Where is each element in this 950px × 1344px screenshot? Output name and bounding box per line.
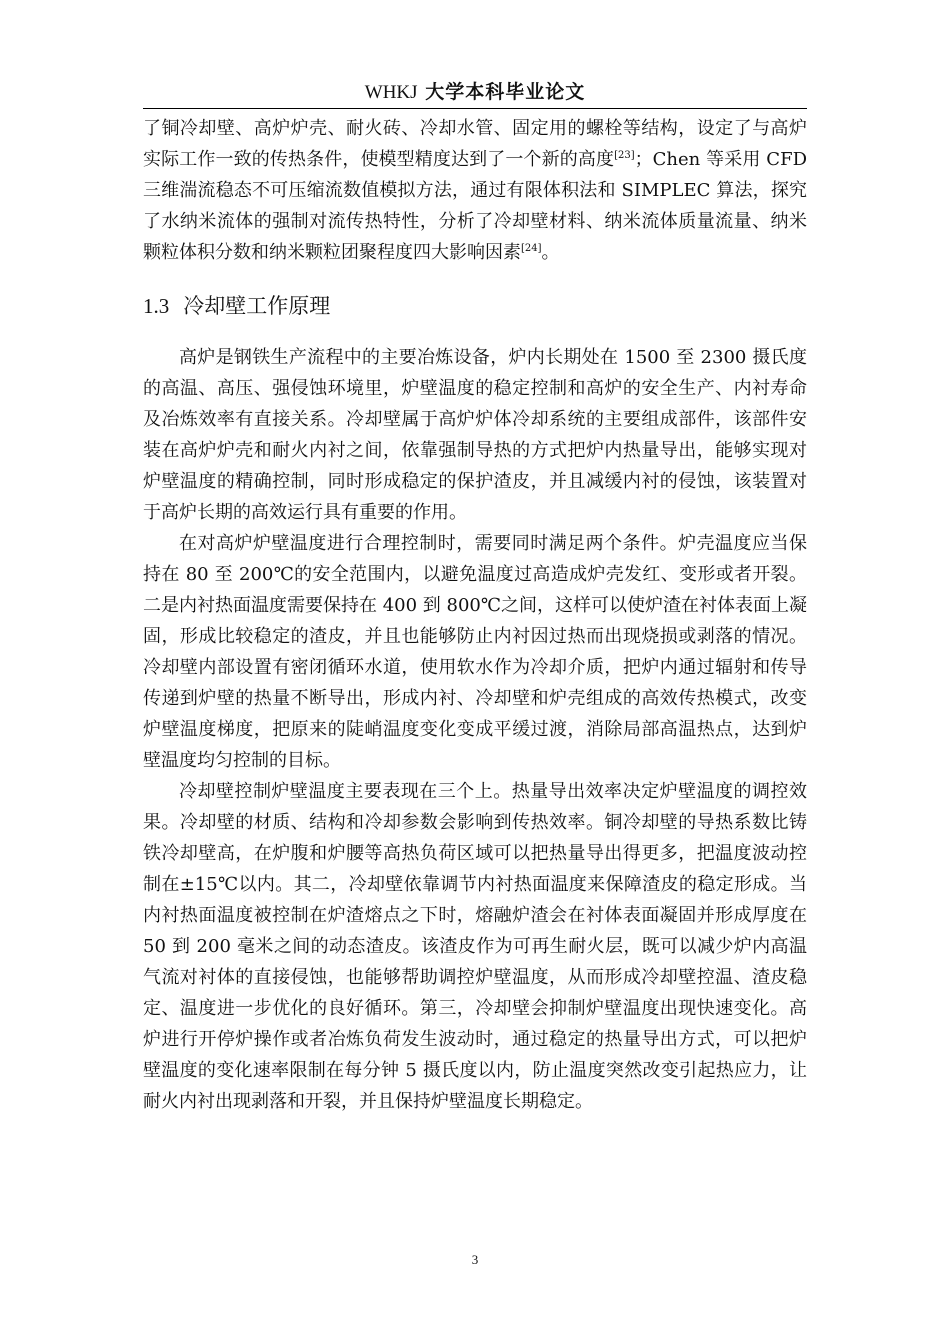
intro-text-a: 了铜冷却壁、高炉炉壳、耐火砖、冷却水管、固定用的螺栓等结构，设定了与高炉实际工作一致的传热条件，使模型精度达到了一个新的高度 bbox=[143, 118, 807, 170]
section-heading bbox=[143, 292, 807, 320]
intro-text-c: 。 bbox=[541, 242, 560, 263]
intro-paragraph bbox=[143, 113, 807, 268]
header-chinese-title: 大学本科毕业论文 bbox=[425, 81, 586, 103]
section-number: 1.3 bbox=[143, 294, 170, 318]
intro-text-b: ；Chen 等采用 CFD 三维湍流稳态不可压缩流数值模拟方法，通过有限体积法和 SIMPLEC 算法，探究了水纳米流体的强制对流传热特性，分析了冷却壁材料、纳米流体质量流量、纳米颗粒体积分数和纳米颗粒团聚程度四大影响因素 bbox=[143, 149, 808, 263]
page-header bbox=[143, 78, 807, 109]
page-number: 3 bbox=[471, 1252, 479, 1267]
body-paragraph-1: 高炉是钢铁生产流程中的主要冶炼设备，炉内长期处在 1500 至 2300 摄氏度的高温、高压、强侵蚀环境里，炉壁温度的稳定控制和高炉的安全生产、内衬寿命及冶炼效率有直接关系。冷却壁属于高炉炉体冷却系统的主要组成部件，该部件安装在高炉炉壳和耐火内衬之间，依靠强制导热的方式把炉内热量导出，能够实现对炉壁温度的精确控制，同时形成稳定的保护渣皮，并且减缓内衬的侵蚀，该装置对于高炉长期的高效运行具有重要的作用。 bbox=[143, 347, 807, 523]
citation-24: [24] bbox=[521, 243, 542, 254]
header-title bbox=[365, 81, 585, 103]
citation-23: [23] bbox=[614, 150, 635, 161]
body-paragraph-3: 冷却壁控制炉壁温度主要表现在三个上。热量导出效率决定炉壁温度的调控效果。冷却壁的材质、结构和冷却参数会影响到传热效率。铜冷却壁的导热系数比铸铁冷却壁高，在炉腹和炉腰等高热负荷区域可以把热量导出得更多，把温度波动控制在±15℃以内。其二，冷却壁依靠调节内衬热面温度来保障渣皮的稳定形成。当内衬热面温度被控制在炉渣熔点之下时，熔融炉渣会在衬体表面凝固并形成厚度在 50 到 200 毫米之间的动态渣皮。该渣皮作为可再生耐火层，既可以减少炉内高温气流对衬体的直接侵蚀，也能够帮助调控炉壁温度，从而形成冷却壁控温、渣皮稳定、温度进一步优化的良好循环。第三，冷却壁会抑制炉壁温度出现快速变化。高炉进行开停炉操作或者冶炼负荷发生波动时，通过稳定的热量导出方式，可以把炉壁温度的变化速率限制在每分钟 5 摄氏度以内，防止温度突然改变引起热应力，让耐火内衬出现剥落和开裂，并且保持炉壁温度长期稳定。 bbox=[143, 781, 807, 1112]
body-paragraph-2: 在对高炉炉壁温度进行合理控制时，需要同时满足两个条件。炉壳温度应当保持在 80 至 200℃的安全范围内，以避免温度过高造成炉壳发红、变形或者开裂。二是内衬热面温度需要保持在 400 到 800℃之间，这样可以使炉渣在衬体表面上凝固，形成比较稳定的渣皮，并且也能够防止内衬因过热而出现烧损或剥落的情况。冷却壁内部设置有密闭循环水道，使用软水作为冷却介质，把炉内通过辐射和传导传递到炉壁的热量不断导出，形成内衬、冷却壁和炉壳组成的高效传热模式，改变炉壁温度梯度，把原来的陡峭温度变化变成平缓过渡，消除局部高温热点，达到炉壁温度均匀控制的目标。 bbox=[143, 533, 808, 771]
section-title: 冷却壁工作原理 bbox=[183, 294, 331, 318]
header-latin: WHKJ bbox=[364, 82, 418, 103]
page-body bbox=[143, 113, 807, 1117]
